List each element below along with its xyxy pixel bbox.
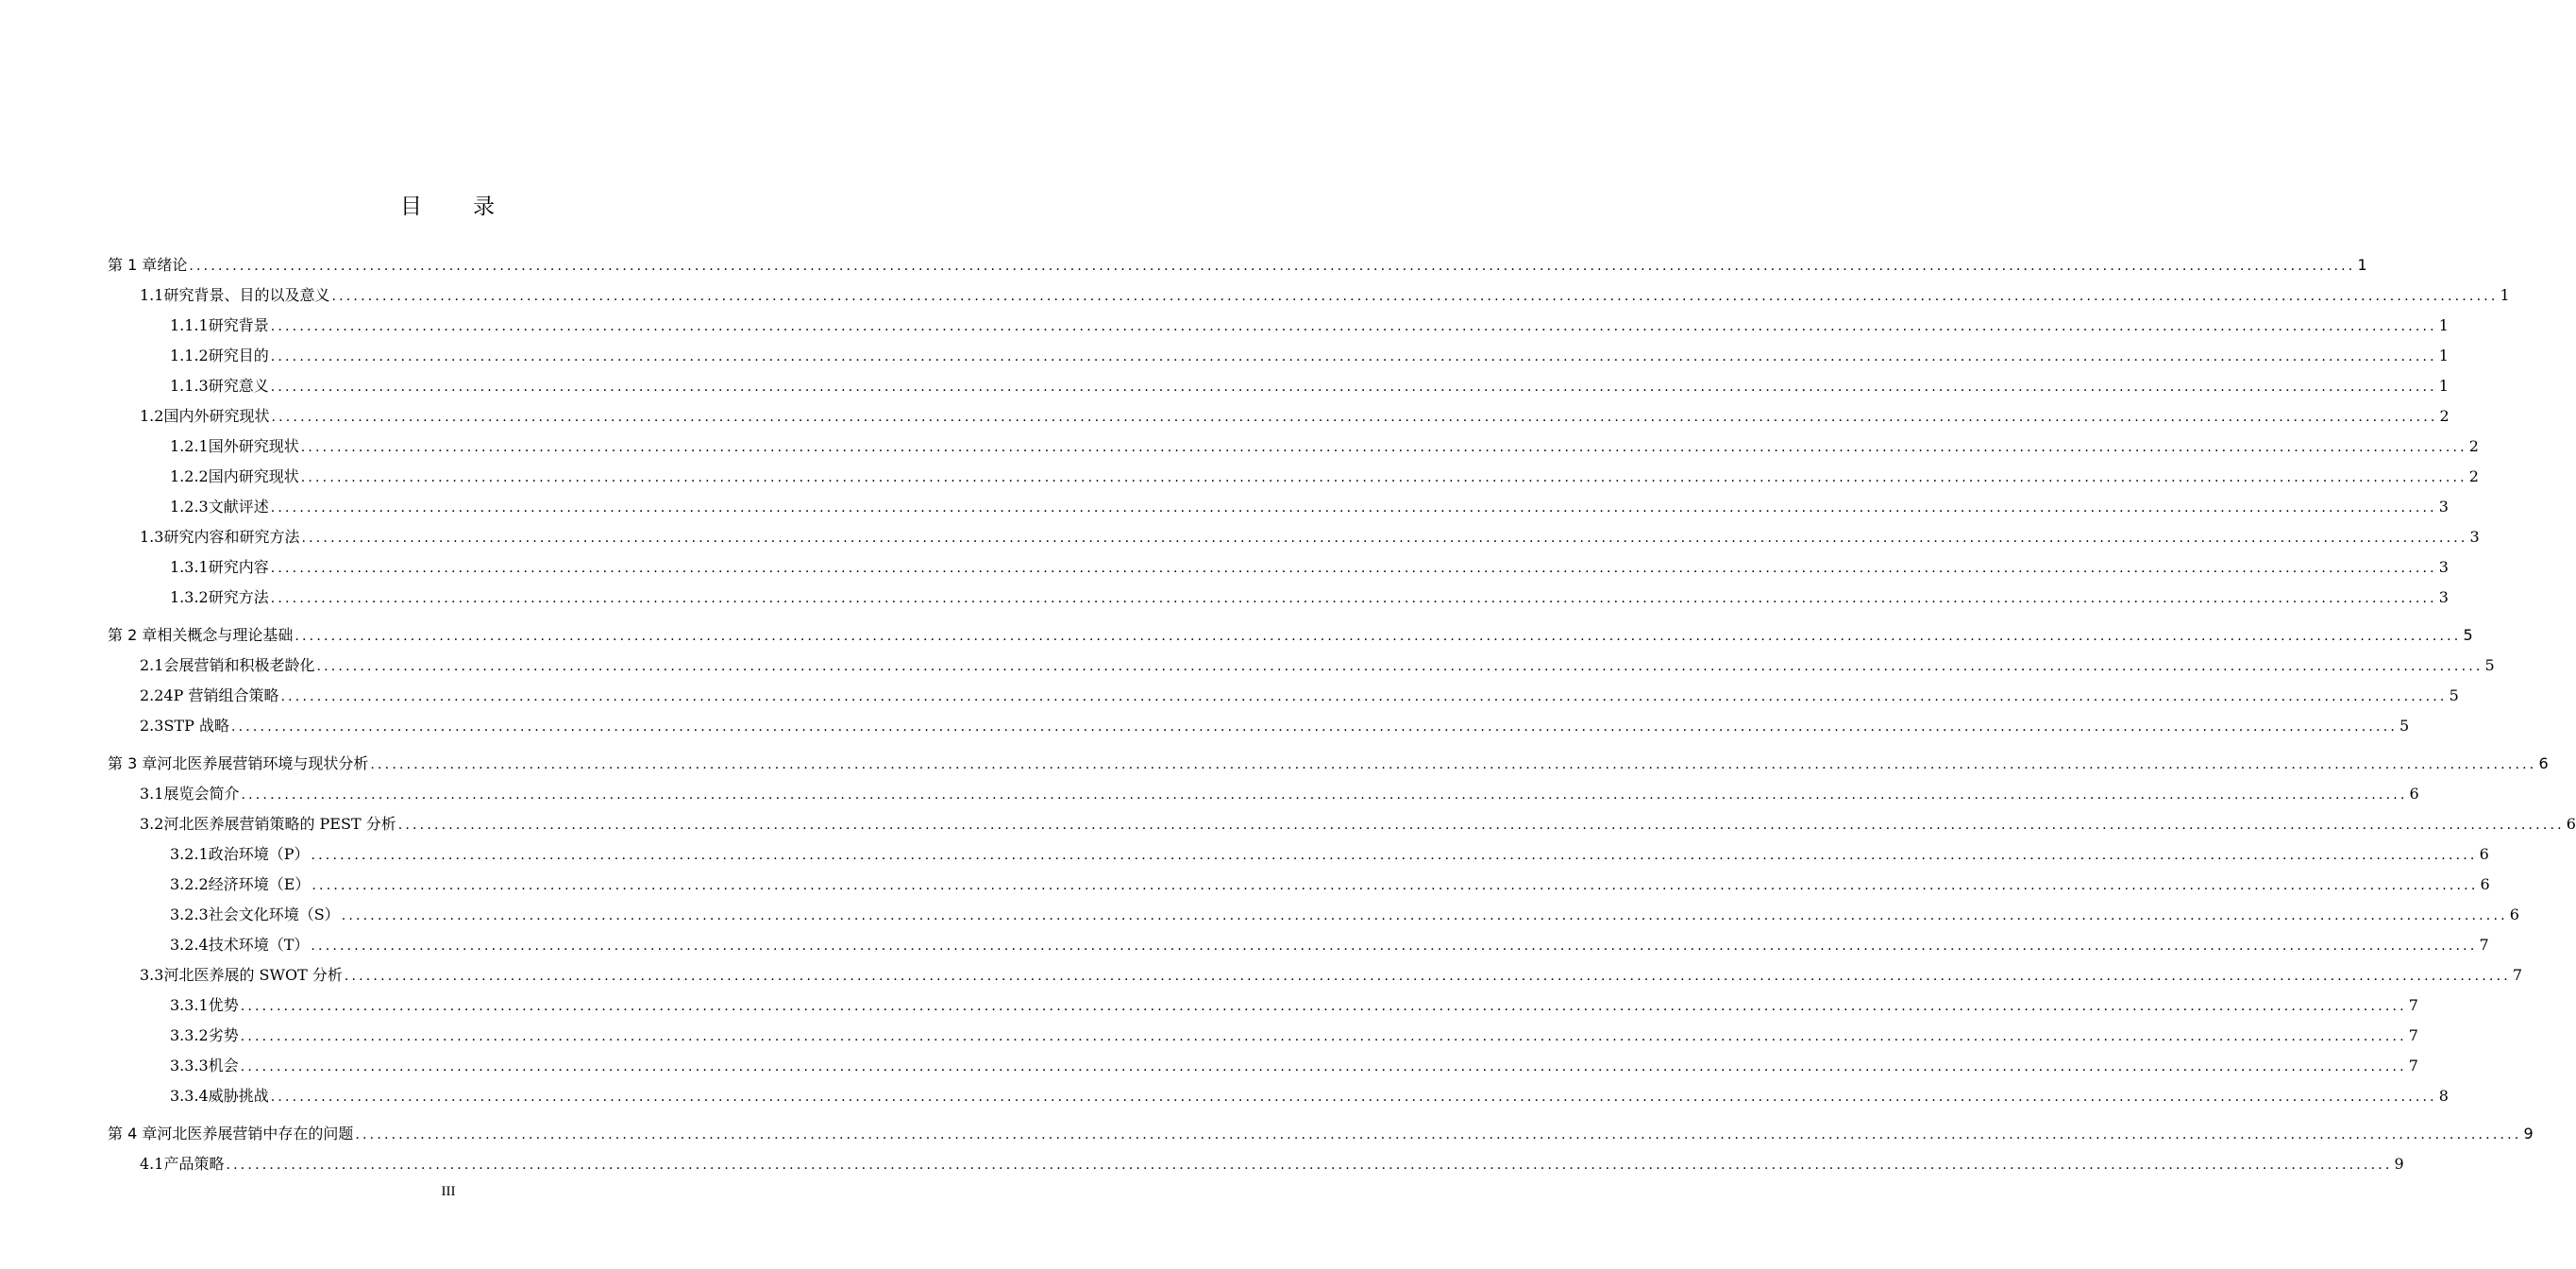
toc-entry-label: 研究目的 <box>208 347 269 364</box>
toc-entry-label: 政治环境（P） <box>208 845 310 863</box>
toc-subsection-entry[interactable] <box>170 1087 2449 1107</box>
toc-entry-label: 研究背景 <box>208 316 269 334</box>
toc-subsection-entry[interactable] <box>170 316 2449 336</box>
toc-subsection-entry[interactable] <box>170 437 2479 457</box>
toc-title-char-1: 目 <box>400 195 424 219</box>
toc-entry-page: 6 <box>2479 845 2489 863</box>
toc-entry-label: 河北医养展营销策略的 PEST 分析 <box>163 815 396 833</box>
toc-dot-leader: ............................................................................................................................................................................................................................................................................................................ <box>344 969 2511 984</box>
toc-subsection-entry[interactable] <box>170 498 2449 517</box>
toc-dot-leader: ............................................................................................................................................................................................................................................................................................................ <box>331 289 2499 304</box>
toc-entry-label: 文献评述 <box>208 498 269 516</box>
toc-entry-number: 1.2 <box>140 407 164 425</box>
toc-entry-page: 8 <box>2438 1087 2449 1105</box>
toc-entry-page: 1 <box>2438 377 2449 395</box>
toc-entry-label: 研究内容和研究方法 <box>163 528 300 546</box>
toc-entry-page: 9 <box>2523 1125 2534 1142</box>
toc-entry-page: 1 <box>2357 256 2367 274</box>
toc-entry-label: 4P 营销组合策略 <box>163 686 279 704</box>
toc-entry-page: 6 <box>2509 905 2519 923</box>
toc-entry-page: 5 <box>2399 717 2410 735</box>
toc-entry-number: 1.2.1 <box>170 437 209 455</box>
toc-entry-page: 6 <box>2566 815 2576 833</box>
toc-entry-number: 2.1 <box>140 656 164 674</box>
toc-section-entry[interactable] <box>140 966 2523 986</box>
toc-subsection-entry[interactable] <box>170 905 2519 925</box>
toc-entry-page: 2 <box>2468 467 2479 485</box>
toc-entry-number: 第 4 章 <box>108 1125 158 1142</box>
toc-entry-page: 1 <box>2438 347 2449 364</box>
toc-entry-page: 3 <box>2438 588 2449 606</box>
toc-section-entry[interactable] <box>140 656 2495 676</box>
toc-subsection-entry[interactable] <box>170 845 2489 865</box>
toc-section-entry[interactable] <box>140 815 2576 835</box>
toc-dot-leader: ............................................................................................................................................................................................................................................................................................................ <box>189 259 2356 274</box>
toc-section-entry[interactable] <box>140 1155 2404 1175</box>
toc-entry-page: 2 <box>2439 407 2450 425</box>
toc-subsection-entry[interactable] <box>170 1026 2418 1046</box>
toc-subsection-entry[interactable] <box>170 588 2449 608</box>
toc-dot-leader: ............................................................................................................................................................................................................................................................................................................ <box>226 1158 2393 1173</box>
toc-entry-number: 第 2 章 <box>108 626 158 644</box>
toc-subsection-entry[interactable] <box>170 936 2489 956</box>
toc-dot-leader: ............................................................................................................................................................................................................................................................................................................ <box>270 591 2437 606</box>
toc-dot-leader: ............................................................................................................................................................................................................................................................................................................ <box>270 500 2437 516</box>
toc-entry-number: 第 1 章 <box>108 256 158 274</box>
toc-entry-label: 产品策略 <box>163 1155 225 1173</box>
toc-dot-leader: ............................................................................................................................................................................................................................................................................................................ <box>311 848 2478 863</box>
toc-entry-number: 3.1 <box>140 785 164 803</box>
toc-chapter-entry[interactable] <box>108 256 2367 276</box>
toc-entry-page: 6 <box>2480 875 2490 893</box>
toc-entry-page: 5 <box>2463 626 2473 644</box>
toc-entry-number: 3.2.2 <box>170 875 209 893</box>
toc-entry-number: 3.3.2 <box>170 1026 209 1044</box>
toc-entry-label: 威胁挑战 <box>208 1087 269 1105</box>
toc-dot-leader: ............................................................................................................................................................................................................................................................................................................ <box>300 470 2467 485</box>
toc-entry-label: 国外研究现状 <box>208 437 299 455</box>
toc-dot-leader: ............................................................................................................................................................................................................................................................................................................ <box>301 531 2468 546</box>
toc-entry-page: 7 <box>2408 1026 2418 1044</box>
toc-dot-leader: ............................................................................................................................................................................................................................................................................................................ <box>280 689 2448 704</box>
toc-chapter-entry[interactable] <box>108 1125 2534 1144</box>
toc-section-entry[interactable] <box>140 686 2459 706</box>
toc-section-entry[interactable] <box>140 717 2410 736</box>
toc-entry-label: 研究方法 <box>208 588 269 606</box>
toc-dot-leader: ............................................................................................................................................................................................................................................................................................................ <box>270 349 2437 364</box>
toc-entry-label: 国内外研究现状 <box>163 407 270 425</box>
page-number-footer: III <box>441 1184 456 1199</box>
toc-entry-number: 2.3 <box>140 717 164 735</box>
toc-entry-label: 社会文化环境（S） <box>208 905 340 923</box>
toc-entry-page: 5 <box>2484 656 2495 674</box>
toc-dot-leader: ............................................................................................................................................................................................................................................................................................................ <box>240 1059 2407 1074</box>
toc-entry-label: STP 战略 <box>163 717 229 735</box>
toc-entry-number: 3.2.4 <box>170 936 209 954</box>
toc-entry-number: 3.2.3 <box>170 905 209 923</box>
toc-dot-leader: ............................................................................................................................................................................................................................................................................................................ <box>240 1029 2407 1044</box>
toc-entry-page: 7 <box>2479 936 2489 954</box>
toc-dot-leader: ............................................................................................................................................................................................................................................................................................................ <box>295 629 2462 644</box>
toc-entry-number: 3.3.1 <box>170 996 209 1014</box>
toc-entry-number: 3.3.4 <box>170 1087 209 1105</box>
toc-entry-number: 4.1 <box>140 1155 164 1173</box>
toc-entry-number: 3.2 <box>140 815 164 833</box>
toc-section-entry[interactable] <box>140 407 2450 427</box>
toc-entry-page: 7 <box>2408 1057 2418 1074</box>
toc-entry-label: 河北医养展营销环境与现状分析 <box>157 754 369 772</box>
toc-entry-page: 1 <box>2438 316 2449 334</box>
toc-section-entry[interactable] <box>140 785 2419 804</box>
toc-dot-leader: ............................................................................................................................................................................................................................................................................................................ <box>311 939 2478 954</box>
toc-entry-number: 1.1.1 <box>170 316 209 334</box>
toc-entry-number: 1.2.2 <box>170 467 209 485</box>
toc-dot-leader: ............................................................................................................................................................................................................................................................................................................ <box>311 878 2479 893</box>
toc-entry-label: 机会 <box>208 1057 239 1074</box>
toc-entry-label: 技术环境（T） <box>208 936 310 954</box>
toc-subsection-entry[interactable] <box>170 558 2449 578</box>
toc-entry-label: 河北医养展营销中存在的问题 <box>157 1125 354 1142</box>
toc-entry-number: 1.1.3 <box>170 377 209 395</box>
toc-subsection-entry[interactable] <box>170 996 2418 1016</box>
toc-entry-page: 1 <box>2500 286 2510 304</box>
toc-subsection-entry[interactable] <box>170 1057 2418 1076</box>
toc-entry-label: 优势 <box>208 996 239 1014</box>
toc-entry-number: 1.3.2 <box>170 588 209 606</box>
toc-section-entry[interactable] <box>140 286 2510 306</box>
toc-subsection-entry[interactable] <box>170 875 2490 895</box>
toc-entry-number: 3.3 <box>140 966 164 984</box>
toc-subsection-entry[interactable] <box>170 347 2449 366</box>
toc-entry-label: 河北医养展的 SWOT 分析 <box>163 966 343 984</box>
toc-entry-label: 会展营销和积极老龄化 <box>163 656 315 674</box>
toc-entry-label: 研究背景、目的以及意义 <box>163 286 330 304</box>
toc-dot-leader: ............................................................................................................................................................................................................................................................................................................ <box>370 757 2537 772</box>
toc-entry-page: 5 <box>2449 686 2459 704</box>
toc-entry-number: 2.2 <box>140 686 164 704</box>
toc-entry-page: 9 <box>2394 1155 2404 1173</box>
toc-entry-number: 3.3.3 <box>170 1057 209 1074</box>
toc-entry-page: 2 <box>2468 437 2479 455</box>
toc-entry-label: 国内研究现状 <box>208 467 299 485</box>
toc-entry-page: 7 <box>2408 996 2418 1014</box>
toc-entry-label: 劣势 <box>208 1026 239 1044</box>
toc-dot-leader: ............................................................................................................................................................................................................................................................................................................ <box>270 1090 2437 1105</box>
toc-dot-leader: ............................................................................................................................................................................................................................................................................................................ <box>241 787 2408 803</box>
toc-dot-leader: ............................................................................................................................................................................................................................................................................................................ <box>397 818 2565 833</box>
toc-entry-number: 1.3 <box>140 528 164 546</box>
toc-title <box>0 189 897 220</box>
toc-dot-leader: ............................................................................................................................................................................................................................................................................................................ <box>230 719 2399 735</box>
toc-entry-number: 1.1.2 <box>170 347 209 364</box>
toc-entry-label: 研究内容 <box>208 558 269 576</box>
toc-entry-page: 6 <box>2409 785 2419 803</box>
toc-entry-label: 绪论 <box>157 256 188 274</box>
toc-dot-leader: ............................................................................................................................................................................................................................................................................................................ <box>316 659 2483 674</box>
toc-dot-leader: ............................................................................................................................................................................................................................................................................................................ <box>240 999 2407 1014</box>
toc-subsection-entry[interactable] <box>170 467 2479 487</box>
toc-entry-page: 6 <box>2538 754 2549 772</box>
toc-subsection-entry[interactable] <box>170 377 2449 397</box>
toc-chapter-entry[interactable] <box>108 754 2549 774</box>
toc-entry-number: 3.2.1 <box>170 845 209 863</box>
toc-entry-label: 经济环境（E） <box>208 875 311 893</box>
toc-dot-leader: ............................................................................................................................................................................................................................................................................................................ <box>271 410 2438 425</box>
toc-entry-number: 1.2.3 <box>170 498 209 516</box>
toc-dot-leader: ............................................................................................................................................................................................................................................................................................................ <box>270 380 2437 395</box>
toc-entry-page: 7 <box>2512 966 2523 984</box>
toc-entry-number: 第 3 章 <box>108 754 158 772</box>
toc-entry-label: 研究意义 <box>208 377 269 395</box>
toc-entry-page: 3 <box>2438 558 2449 576</box>
toc-entry-page: 3 <box>2438 498 2449 516</box>
toc-entry-number: 1.1 <box>140 286 164 304</box>
toc-dot-leader: ............................................................................................................................................................................................................................................................................................................ <box>355 1127 2522 1142</box>
toc-title-char-2: 录 <box>473 195 497 219</box>
toc-entry-number: 1.3.1 <box>170 558 209 576</box>
toc-dot-leader: ............................................................................................................................................................................................................................................................................................................ <box>341 908 2508 923</box>
toc-entry-page: 3 <box>2469 528 2480 546</box>
toc-dot-leader: ............................................................................................................................................................................................................................................................................................................ <box>270 319 2437 334</box>
toc-entry-label: 相关概念与理论基础 <box>157 626 294 644</box>
toc-section-entry[interactable] <box>140 528 2480 548</box>
toc-dot-leader: ............................................................................................................................................................................................................................................................................................................ <box>300 440 2467 455</box>
toc-entry-label: 展览会简介 <box>163 785 240 803</box>
toc-chapter-entry[interactable] <box>108 626 2473 646</box>
toc-dot-leader: ............................................................................................................................................................................................................................................................................................................ <box>270 561 2437 576</box>
